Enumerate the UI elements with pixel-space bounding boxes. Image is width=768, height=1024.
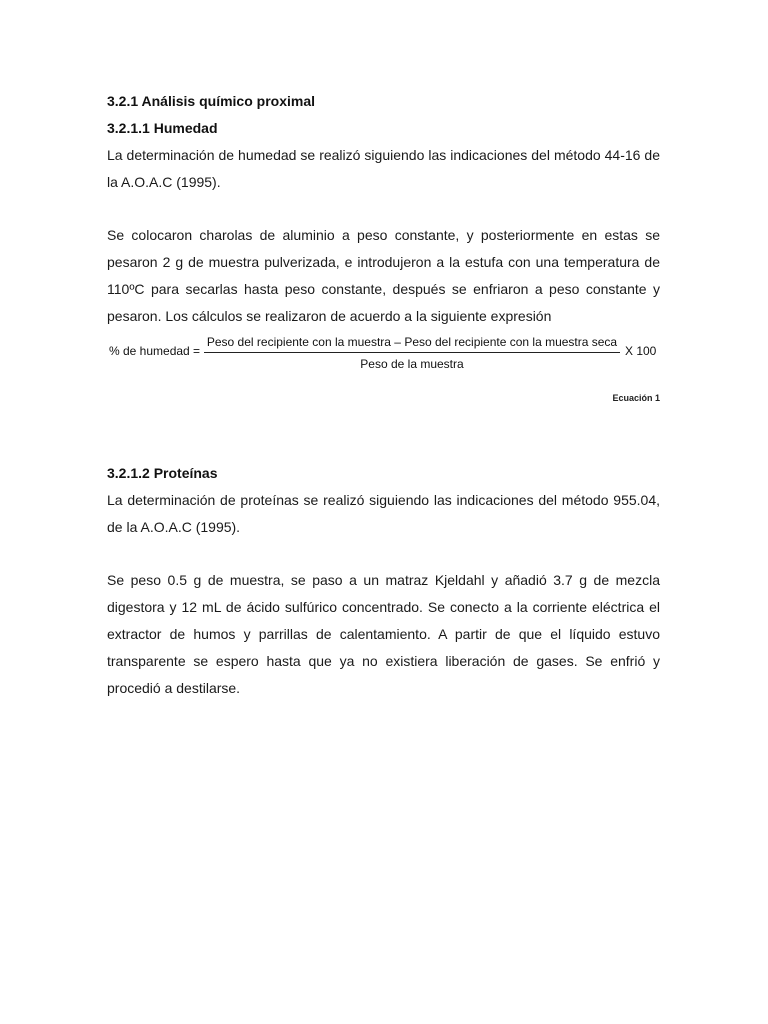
proteinas-paragraph-2: Se peso 0.5 g de muestra, se paso a un matraz Kjeldahl y añadió 3.7 g de mezcla digestora y 12 mL de ácido sulfúrico concentrado. Se conecto a la corriente eléctrica el extractor de humos y parrillas de calentamiento. A partir de que el líquido estuvo transparente se espero hasta que ya no existiera liberación de gases. Se enfrió y procedió a destilarse. bbox=[107, 572, 660, 696]
subsection-heading-humedad: 3.2.1.1 Humedad bbox=[107, 120, 218, 136]
humidity-equation bbox=[107, 334, 660, 390]
equation-lhs: % de humedad = bbox=[109, 344, 201, 358]
proteinas-paragraph-1: La determinación de proteínas se realizó siguiendo las indicaciones del método 955.04, de la A.O.A.C (1995). bbox=[107, 492, 660, 535]
equation-caption: Ecuación 1 bbox=[612, 393, 660, 403]
humedad-paragraph-1: La determinación de humedad se realizó siguiendo las indicaciones del método 44-16 de la A.O.A.C (1995). bbox=[107, 147, 660, 190]
equation-numerator: Peso del recipiente con la muestra – Peso del recipiente con la muestra seca bbox=[206, 335, 618, 349]
paragraph-gap bbox=[107, 196, 660, 222]
fraction-bar bbox=[204, 352, 620, 353]
equation-denominator: Peso de la muestra bbox=[360, 357, 464, 371]
document-content bbox=[107, 88, 660, 702]
subsection-heading-proteinas: 3.2.1.2 Proteínas bbox=[107, 465, 218, 481]
paragraph-gap bbox=[107, 541, 660, 567]
equation-fraction bbox=[204, 334, 620, 372]
section-gap bbox=[107, 404, 660, 460]
section-heading: 3.2.1 Análisis químico proximal bbox=[107, 93, 315, 109]
equation-multiplier: X 100 bbox=[625, 344, 657, 358]
humedad-paragraph-2: Se colocaron charolas de aluminio a peso constante, y posteriormente en estas se pesaron 2 g de muestra pulverizada, e introdujeron a la estufa con una temperatura de 110ºC para secarlas hasta peso constante, después se enfriaron a peso constante y pesaron. Los cálculos se realizaron de acuerdo a la siguiente expresión bbox=[107, 227, 660, 324]
